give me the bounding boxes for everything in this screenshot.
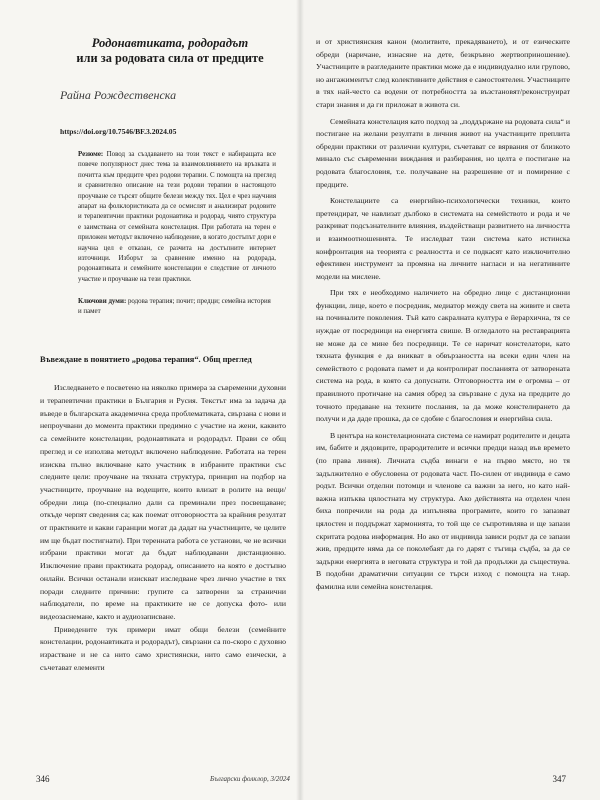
left-body [40,382,286,674]
paragraph: Приведените тук примери имат общи белези (семейните констелации, родонавтиката и родорадът), свързани са по-скоро с духовно израстване и не са нито само християнски, нито само езически, а съчетават елементи [40,624,286,672]
author-name: Райна Рождественска [60,88,177,102]
keywords [78,297,276,317]
page-number-left: 346 [36,774,50,784]
right-page [300,0,600,800]
keywords-label: Ключови думи: [78,298,127,306]
paragraph: Изследването е посветено на няколко примера за съвременни духовни и терапевтични практики в България и Русия. Текстът има за задача да въведе в българската академична среда проблематиката, свързана с нови и непроучвани до момента практики предимно с участие на жени, каквито са семейните констелации, родонавтиката и родорадът. Прави се общ преглед и се използва методът включено наблюдение. Работата на терен изисква пълно включване като участник в избраните практики със следните цели: проучване на тяхната структура, принцип на подбор на участниците, проучване на водещите, които влизат в ролите на вещи/обредни лица (по-специално дали са преминали през посвещаване; откъде черпят сведения са; как поемат отговорността за крайния резултат от практиките и какви гаранции могат да дадат на участниците, че целите им ще бъдат постигнати). При теренната работа се установи, че не всички избрани практики могат да бъдат наблюдавани дистанционно. Изключение прави практиката родорад, описанието на която е достъпно онлайн. Всички останали изискват изследване чрез лично участие в тях поради следните причини: групите са затворени за странични наблюдатели, по време на практиките не се допуска фото- или видеозаснемане, както и аудиозаписване. [40,383,286,621]
paragraph: Семейната констелация като подход за „поддържане на родовата сила“ и постигане на желани резултати в личния живот на участниците преплита обредни практики от различни култури, съчетават се вярвания от близкото минало със съвременни виждания и разбирания, но целта е постигане на родовата благословия, т.е. получаване на разрешение от и помирение с предците. [316,116,570,189]
book-spine [296,0,304,800]
abstract [78,150,276,285]
right-body [316,36,570,594]
abstract-text: Повод за създаването на този текст е набиращата все повече популярност днес тема за взаимовлиянието на връзката и почитта към предците чрез родови терапии. С помощта на преглед и сравнително описание на тези родови терапии в настоящото проучване се търсят общите белези между тях. Цел е чрез научния апарат на фолклористиката да се осмислят и анализират родовите и терапевтични практики родонавтика и родорад, чиято структура е заимствана от семейната констелация. При работата на терен е приложен методът включено наблюдение, в когато достъпът дори е научна цел е отказан, се разчита на достъпните интернет източници. Изборът за сравнение именно на родорада, родонавтиката и семейните констелации е следствие от личното участие и проучване на тези практики. [78,151,276,283]
journal-footer: Български фолклор, 3/2024 [210,775,290,783]
abstract-label: Резюме: [78,151,104,158]
article-title: Родонавтиката, родорадът [91,36,249,50]
paragraph: При тях е необходимо наличието на обредно лице с дистанционни функции, лице, което е посредник, медиатор между света на живите и света на починалите поколения. Тъй като сакралната култура е йерархична, тя се нуждае от посредници на енергията свише. В огледалото на реставрацията не може да се мине без посредници. Те се наричат констелатори, като тяхната функция е да вникват в обвързаността на всеки един член на семейството с родовата памет и да контролират посланията от затворената система на рода, в която са допуснати. Отговорността им е огромна – от правилното протичане на самия обред за свързване с духа на предците до точното предаване на техните послания, за да може констелирането да получи и да даде прошка, да се сдобие с благословия и енергийна сила. [316,288,570,424]
page-number-right: 347 [552,774,566,784]
paragraph: Констелациите са енергийно-психологически техники, които претендират, че навлизат дълбоко в системата на семейството и рода и че разкриват подсъзнателните влияния, въздействащи развитието на личността и взаимоотношенията. Те изследват тази система като истинска конфронтация на теорията с реалността и се подкасят като изключително ефективен инструмент за промяна на личните нагласи и на негативните модели на мислене. [316,196,570,281]
article-subtitle: или за родовата сила от предците [76,51,264,65]
keywords-text: родова терапия; почит; предци; семейна история и памет [78,298,271,316]
section-heading: Въвеждане в понятието „родова терапия“. Общ преглед [40,355,252,365]
paragraph: В центъра на констелационната система се намират родителите и децата им, бабите и дядовците, прародителите и всички предци назад във времето (по права линия). Личната съдба винаги е на първо място, но тя задължително е обусловена от родовата част. По-силен от индивида е само родът. Всички отделни потомци и членове са важни за него, но като най-важна изпъква цялостната му структура. Ако действията на отделен член биха попречили на рода да изпълнява програмите, които го запазват цялостен и поддържат хармонията, то той ще се съпротивлява и ще запази скритата родова информация. Но ако от индивида зависи родът да се запази жив, предците няма да се поколебаят да го дарят с тъгица съдба, за да се задържи енергията в неговата структура и той да продължи да съществува. В подобни драматични ситуации се търси изход с помощта на т.нар. фамилна или семейна констелация. [316,430,570,591]
doi-link[interactable]: https://doi.org/10.7546/BF.3.2024.05 [60,127,177,136]
paragraph: и от християнския канон (молитвите, прекадяването), и от езическите обреди (наричане, изнасяне на дете, безкръвно жертвоприношение). Участниците в разгледаните практики може да е индивидуално или групово, но ангажиментът след колективните действия е самостоятелен. Участниците в тях най-често са водени от потребността за възстановят/реконструират стари знания и да ги приложат в живота си. [316,37,571,109]
